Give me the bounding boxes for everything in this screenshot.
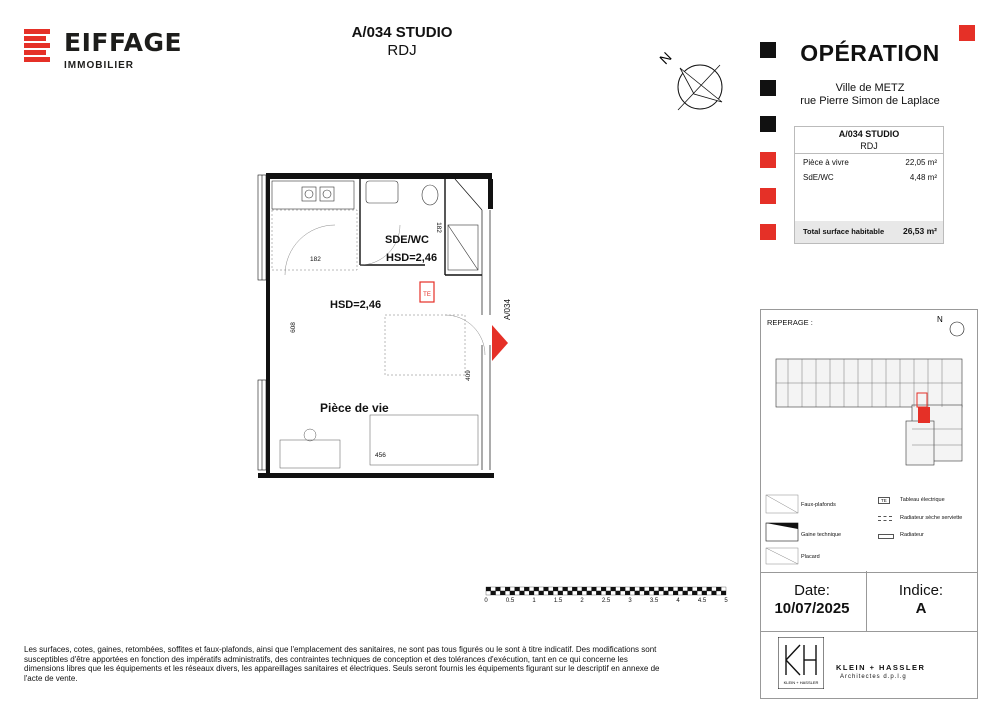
surface-unit: A/034 STUDIO [838, 129, 900, 139]
scale-cell [620, 587, 625, 591]
marker-square-red [760, 152, 776, 168]
scale-cell [486, 591, 491, 595]
scale-tick-label: 4.5 [697, 598, 707, 604]
legend-radiateur-seche: Radiateur sèche serviette [900, 515, 963, 521]
scale-cell [620, 591, 625, 595]
marker-square-red [760, 224, 776, 240]
dim-182-a: 182 [310, 256, 321, 263]
scale-bar [484, 585, 734, 597]
scale-cell [678, 587, 683, 591]
scale-cell [544, 591, 549, 595]
scale-cell [649, 591, 654, 595]
scale-cell [625, 591, 630, 595]
architect-logo [778, 637, 824, 689]
dim-182-b: 182 [434, 222, 442, 233]
scale-cell [707, 591, 712, 595]
surface-total: Total surface habitable 26,53 m² [795, 221, 943, 243]
scale-cell [644, 591, 649, 595]
scale-cell [625, 587, 630, 591]
architect-subtitle: Architectes d.p.l.g [840, 674, 907, 680]
architect-name: KLEIN + HASSLER [836, 663, 926, 672]
scale-cell [524, 587, 529, 591]
date-label: Date: [794, 582, 830, 599]
scale-cell [654, 587, 659, 591]
scale-cell [510, 587, 515, 591]
hsd-sde: HSD=2,46 [386, 252, 438, 264]
scale-cell [491, 587, 496, 591]
compass-icon [650, 40, 740, 120]
brand-name: EIFFAGE [64, 28, 183, 57]
scale-tick-label: 0 [484, 598, 488, 604]
scale-cell [673, 587, 678, 591]
scale-cell [520, 587, 525, 591]
svg-text:KLEIN + HASSLER: KLEIN + HASSLER [783, 680, 819, 685]
room-label-piece: Pièce de vie [320, 401, 389, 415]
scale-cell [716, 591, 721, 595]
scale-cell [616, 591, 621, 595]
scale-cell [678, 591, 683, 595]
scale-cell [548, 591, 553, 595]
site-plan [772, 355, 968, 467]
scale-cell [558, 587, 563, 591]
scale-cell [654, 591, 659, 595]
scale-cell [534, 591, 539, 595]
legend-te-box: TE [878, 497, 890, 504]
surface-row: Pièce à vivre 22,05 m² [803, 158, 937, 167]
scale-cell [668, 591, 673, 595]
hsd-main: HSD=2,46 [330, 299, 382, 311]
scale-cell [606, 591, 611, 595]
scale-cell [721, 587, 726, 591]
dim-608: 608 [289, 322, 297, 333]
scale-cell [640, 591, 645, 595]
scale-cell [601, 591, 606, 595]
scale-cell [486, 587, 491, 591]
scale-cell [587, 591, 592, 595]
operation-city: Ville de METZ [835, 82, 905, 94]
scale-tick-label: 4 [676, 598, 680, 604]
operation-street: rue Pierre Simon de Laplace [800, 95, 940, 107]
scale-cell [630, 591, 635, 595]
scale-cell [664, 591, 669, 595]
dim-409: 409 [464, 370, 472, 381]
scale-cell [544, 587, 549, 591]
surface-level: RDJ [860, 141, 878, 151]
scale-cell [692, 587, 697, 591]
scale-cell [572, 587, 577, 591]
scale-cell [596, 587, 601, 591]
scale-cell [515, 587, 520, 591]
scale-cell [491, 591, 496, 595]
scale-cell [577, 591, 582, 595]
scale-tick-label: 3.5 [649, 598, 659, 604]
legend-radiateur: Radiateur [900, 532, 924, 538]
marker-square [760, 116, 776, 132]
scale-tick-label: 1.5 [553, 598, 563, 604]
scale-cell [692, 591, 697, 595]
scale-tick-label: 3 [628, 598, 632, 604]
entry-label: A/034 [503, 299, 512, 320]
scale-cell [611, 591, 616, 595]
legend-radiateur-seche-icon [878, 516, 892, 521]
scale-cell [548, 587, 553, 591]
surface-table [794, 126, 944, 244]
scale-cell [659, 591, 664, 595]
legend-radiateur-icon [878, 534, 894, 539]
svg-text:N: N [937, 315, 943, 324]
scale-cell [577, 587, 582, 591]
scale-cell [505, 591, 510, 595]
marker-square [760, 80, 776, 96]
scale-cell [683, 587, 688, 591]
scale-cell [587, 587, 592, 591]
scale-cell [539, 587, 544, 591]
indice-label: Indice: [898, 582, 944, 599]
legend-faux-plafonds: Faux-plafonds [801, 502, 836, 508]
scale-tick-label: 2.5 [601, 598, 611, 604]
scale-cell [582, 587, 587, 591]
indice-value: A [915, 600, 927, 617]
scale-cell [505, 587, 510, 591]
scale-cell [496, 587, 501, 591]
scale-cell [500, 591, 505, 595]
legend-gaine: Gaine technique [801, 532, 842, 538]
scale-cell [520, 591, 525, 595]
scale-cell [524, 591, 529, 595]
scale-cell [496, 591, 501, 595]
scale-cell [529, 591, 534, 595]
scale-cell [697, 587, 702, 591]
scale-cell [635, 587, 640, 591]
scale-cell [630, 587, 635, 591]
scale-cell [712, 587, 717, 591]
corner-square-red [959, 25, 975, 41]
te-label: TE [423, 292, 431, 298]
scale-cell [553, 591, 558, 595]
scale-cell [572, 591, 577, 595]
scale-cell [640, 587, 645, 591]
operation-title: OPÉRATION [800, 40, 940, 66]
scale-cell [515, 591, 520, 595]
scale-cell [596, 591, 601, 595]
legend-swatches [764, 493, 804, 568]
scale-cell [592, 591, 597, 595]
scale-tick-label: 5 [724, 598, 728, 604]
scale-cell [673, 591, 678, 595]
scale-cell [563, 591, 568, 595]
scale-cell [510, 591, 515, 595]
scale-cell [611, 587, 616, 591]
reperage-label: REPERAGE : [767, 318, 813, 327]
scale-cell [716, 587, 721, 591]
room-label-sde: SDE/WC [385, 234, 429, 246]
divider [866, 571, 867, 631]
scale-cell [558, 591, 563, 595]
scale-tick-label: 2 [580, 598, 584, 604]
scale-cell [702, 587, 707, 591]
scale-cell [553, 587, 558, 591]
legend-tableau: Tableau électrique [900, 497, 945, 503]
scale-cell [568, 587, 573, 591]
scale-cell [534, 587, 539, 591]
scale-cell [688, 591, 693, 595]
scale-cell [601, 587, 606, 591]
scale-cell [659, 587, 664, 591]
scale-cell [529, 587, 534, 591]
marker-square [760, 42, 776, 58]
scale-cell [697, 591, 702, 595]
date-value: 10/07/2025 [774, 600, 850, 617]
scale-cell [707, 587, 712, 591]
scale-cell [606, 587, 611, 591]
scale-cell [500, 587, 505, 591]
scale-cell [688, 587, 693, 591]
scale-cell [664, 587, 669, 591]
surface-row: SdE/WC 4,48 m² [803, 173, 937, 182]
unit-level: RDJ [387, 42, 417, 59]
unit-title: A/034 STUDIO [351, 24, 453, 41]
scale-cell [649, 587, 654, 591]
scale-cell [644, 587, 649, 591]
scale-cell [616, 587, 621, 591]
scale-cell [683, 591, 688, 595]
scale-cell [539, 591, 544, 595]
scale-tick-label: 0.5 [505, 598, 515, 604]
scale-tick-label: 1 [532, 598, 536, 604]
scale-cell [712, 591, 717, 595]
brand-subtitle: IMMOBILIER [64, 60, 134, 71]
scale-cell [582, 591, 587, 595]
scale-cell [702, 591, 707, 595]
scale-cell [721, 591, 726, 595]
disclaimer-text: Les surfaces, cotes, gaines, retombées, soffites et faux-plafonds, ainsi que l'emplacement des sanitaires, ne sont pas tous figurés ou le sont à titre indicatif. Des modifications sont susceptibles d'être apportées en fonction des impératifs administratifs, des contraintes techniques de conception et des tolérances d'exécution, tant en ce qui concerne les dimensions libres que les équipements et les réseaux divers, les appareillages sanitaires et électriques. Seuls seront fournis les équipements figurant sur le descriptif en annexe de l'acte de vente. [24, 645, 660, 683]
dim-456: 456 [375, 452, 386, 459]
reperage-compass-icon [935, 312, 971, 340]
legend-placard: Placard [801, 554, 820, 560]
scale-cell [563, 587, 568, 591]
compass-north-label: N [656, 48, 675, 68]
scale-cell [568, 591, 573, 595]
scale-cell [668, 587, 673, 591]
scale-cell [635, 591, 640, 595]
marker-square-red [760, 188, 776, 204]
scale-cell [592, 587, 597, 591]
